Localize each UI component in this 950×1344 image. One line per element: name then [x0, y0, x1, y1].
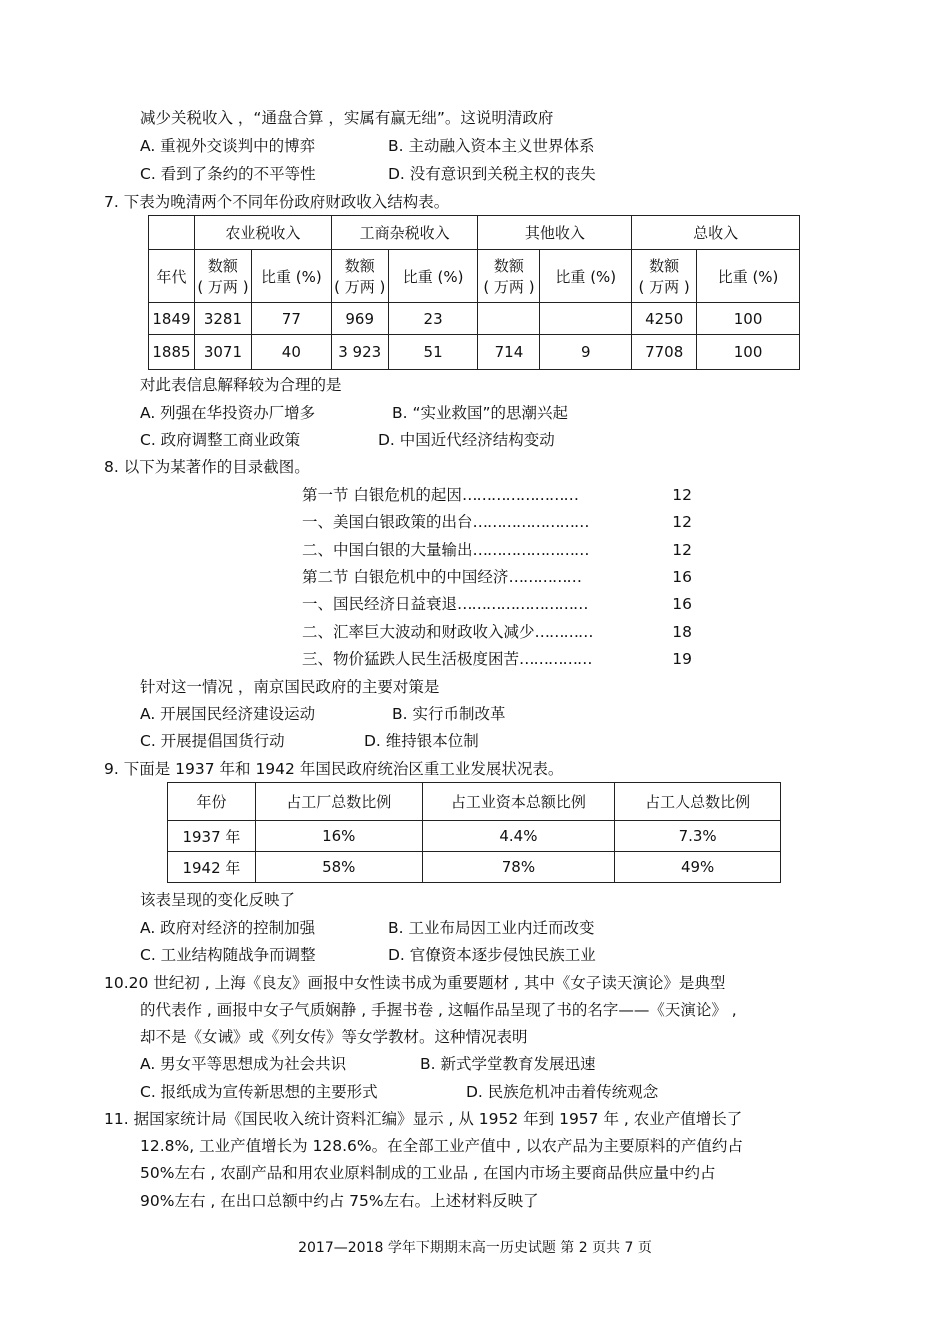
- q10-option-d: D. 民族危机冲击着传统观念: [466, 1083, 659, 1101]
- toc-item: [302, 594, 692, 614]
- q10-stem-line2: 的代表作 , 画报中女子气质娴静 , 手握书卷 , 这幅作品呈现了书的名字——《天演论》 ,: [140, 1001, 737, 1019]
- table-cell: 1942 年: [168, 852, 256, 883]
- q7-amount-label: [632, 250, 697, 303]
- table-cell: 4.4%: [422, 821, 615, 852]
- table-cell: 3281: [194, 303, 251, 335]
- table-cell: [540, 303, 632, 335]
- table-cell: 49%: [615, 852, 781, 883]
- toc-item: [302, 649, 692, 669]
- table-cell: 1937 年: [168, 821, 256, 852]
- q7-table: [148, 215, 800, 370]
- table-cell: 51: [388, 335, 478, 370]
- table-cell: 23: [388, 303, 478, 335]
- toc-text: 一、美国白银政策的出台: [302, 513, 473, 531]
- q11-stem-line3: 50%左右 , 农副产品和用农业原料制成的工业品 , 在国内市场主要商品供应量中约占: [140, 1164, 716, 1182]
- toc-dots: ……………………: [472, 541, 589, 559]
- q9-option-a: A. 政府对经济的控制加强: [140, 919, 316, 937]
- unit-label-text: ( 万两 ): [334, 278, 386, 296]
- q7-amount-label: [194, 250, 251, 303]
- amount-label-text: 数额: [344, 257, 375, 275]
- table-row: [149, 303, 800, 335]
- table-cell: 714: [478, 335, 540, 370]
- unit-label-text: ( 万两 ): [483, 278, 535, 296]
- table-cell: 7708: [632, 335, 697, 370]
- q9-header-workers: 占工人总数比例: [615, 783, 781, 821]
- toc-dots: ……………: [508, 568, 581, 586]
- q9-prompt: 该表呈现的变化反映了: [140, 891, 296, 909]
- table-row: [168, 852, 781, 883]
- unit-label-text: ( 万两 ): [638, 278, 690, 296]
- q9-stem: 9. 下面是 1937 年和 1942 年国民政府统治区重工业发展状况表。: [104, 760, 564, 778]
- table-cell: 77: [251, 303, 331, 335]
- table-cell: 16%: [255, 821, 422, 852]
- q9-header-factory: 占工厂总数比例: [255, 783, 422, 821]
- q6-stem-tail: 减少关税收入 ，“通盘合算 ，实属有赢无绌”。这说明清政府: [140, 109, 554, 127]
- table-cell: 58%: [255, 852, 422, 883]
- table-cell: 3 923: [331, 335, 388, 370]
- q7-year-label: 年代: [149, 250, 195, 303]
- toc-text: 第二节 白银危机中的中国经济: [302, 568, 509, 586]
- table-cell: 3071: [194, 335, 251, 370]
- q7-ratio-label: 比重 (%): [540, 250, 632, 303]
- toc-page: 16: [672, 568, 692, 586]
- toc-item: [302, 567, 692, 587]
- q7-option-c: C. 政府调整工商业政策: [140, 431, 301, 449]
- q7-header-commerce: 工商杂税收入: [331, 216, 478, 250]
- q9-option-d: D. 官僚资本逐步侵蚀民族工业: [388, 946, 596, 964]
- toc-dots: ………………………: [457, 595, 588, 613]
- toc-item: [302, 485, 692, 505]
- q9-option-b: B. 工业布局因工业内迁而改变: [388, 919, 595, 937]
- amount-label-text: 数额: [649, 257, 680, 275]
- q7-option-d: D. 中国近代经济结构变动: [378, 431, 555, 449]
- q11-stem-line1: 11. 据国家统计局《国民收入统计资料汇编》显示 , 从 1952 年到 1957 年 , 农业产值增长了: [104, 1110, 743, 1128]
- table-cell: 1885: [149, 335, 195, 370]
- toc-dots: …………: [534, 623, 593, 641]
- q7-option-b: B. “实业救国”的思潮兴起: [392, 404, 569, 422]
- toc-page: 19: [672, 650, 692, 668]
- q7-header-other: 其他收入: [478, 216, 632, 250]
- toc-item: [302, 622, 692, 642]
- table-row: [149, 335, 800, 370]
- toc-dots: ……………………: [472, 513, 589, 531]
- q9-table: [167, 782, 781, 883]
- toc-item: [302, 540, 692, 560]
- q8-stem: 8. 以下为某著作的目录截图。: [104, 458, 310, 476]
- q11-stem-line2: 12.8%, 工业产值增长为 128.6%。在全部工业产值中 , 以农产品为主要原料的产值约占: [140, 1137, 743, 1155]
- q6-option-a: A. 重视外交谈判中的博弈: [140, 137, 316, 155]
- q10-stem-line3: 却不是《女诫》或《列女传》等女学教材。这种情况表明: [140, 1028, 528, 1046]
- q7-ratio-label: 比重 (%): [388, 250, 478, 303]
- q7-stem: 7. 下表为晚清两个不同年份政府财政收入结构表。: [104, 193, 450, 211]
- table-cell: 1849: [149, 303, 195, 335]
- page-footer: 2017—2018 学年下期期末高一历史试题 第 2 页共 7 页: [298, 1240, 652, 1256]
- amount-label-text: 数额: [493, 257, 524, 275]
- q9-header-year: 年份: [168, 783, 256, 821]
- toc-dots: ……………………: [461, 486, 578, 504]
- toc-text: 二、中国白银的大量输出: [302, 541, 473, 559]
- toc-text: 第一节 白银危机的起因: [302, 486, 462, 504]
- q7-ratio-label: 比重 (%): [697, 250, 800, 303]
- q8-option-d: D. 维持银本位制: [364, 732, 479, 750]
- table-cell: 40: [251, 335, 331, 370]
- q8-option-a: A. 开展国民经济建设运动: [140, 705, 316, 723]
- q10-option-a: A. 男女平等思想成为社会共识: [140, 1055, 347, 1073]
- toc-page: 18: [672, 623, 692, 641]
- q10-option-c: C. 报纸成为宣传新思想的主要形式: [140, 1083, 378, 1101]
- table-cell: [478, 303, 540, 335]
- table-cell: 7.3%: [615, 821, 781, 852]
- q8-prompt: 针对这一情况 ，南京国民政府的主要对策是: [140, 678, 440, 696]
- q7-option-a: A. 列强在华投资办厂增多: [140, 404, 316, 422]
- q7-ratio-label: 比重 (%): [251, 250, 331, 303]
- table-cell: 4250: [632, 303, 697, 335]
- amount-label-text: 数额: [207, 257, 238, 275]
- toc-page: 12: [672, 541, 692, 559]
- toc-text: 一、国民经济日益衰退: [302, 595, 458, 613]
- table-cell: 100: [697, 335, 800, 370]
- unit-label-text: ( 万两 ): [197, 278, 249, 296]
- table-cell: 100: [697, 303, 800, 335]
- toc-item: [302, 512, 692, 532]
- q7-corner-cell: [149, 216, 195, 250]
- q11-stem-line4: 90%左右 , 在出口总额中约占 75%左右。上述材料反映了: [140, 1192, 539, 1210]
- q7-header-agri: 农业税收入: [194, 216, 331, 250]
- toc-page: 12: [672, 486, 692, 504]
- q9-option-c: C. 工业结构随战争而调整: [140, 946, 316, 964]
- q7-prompt: 对此表信息解释较为合理的是: [140, 376, 342, 394]
- q8-option-b: B. 实行币制改革: [392, 705, 506, 723]
- table-row: [168, 821, 781, 852]
- q6-option-c: C. 看到了条约的不平等性: [140, 165, 316, 183]
- q10-option-b: B. 新式学堂教育发展迅速: [420, 1055, 596, 1073]
- toc-dots: ……………: [519, 650, 592, 668]
- table-cell: 9: [540, 335, 632, 370]
- toc-page: 16: [672, 595, 692, 613]
- q7-header-total: 总收入: [632, 216, 800, 250]
- q6-option-d: D. 没有意识到关税主权的丧失: [388, 165, 596, 183]
- q10-stem-line1: 10.20 世纪初 , 上海《良友》画报中女性读书成为重要题材 , 其中《女子读天演论》是典型: [104, 974, 726, 992]
- q9-header-capital: 占工业资本总额比例: [422, 783, 615, 821]
- q8-option-c: C. 开展提倡国货行动: [140, 732, 285, 750]
- toc-text: 二、汇率巨大波动和财政收入减少: [302, 623, 535, 641]
- toc-page: 12: [672, 513, 692, 531]
- table-cell: 969: [331, 303, 388, 335]
- toc-text: 三、物价猛跌人民生活极度困苦: [302, 650, 520, 668]
- q6-option-b: B. 主动融入资本主义世界体系: [388, 137, 595, 155]
- table-cell: 78%: [422, 852, 615, 883]
- q7-amount-label: [331, 250, 388, 303]
- q7-amount-label: [478, 250, 540, 303]
